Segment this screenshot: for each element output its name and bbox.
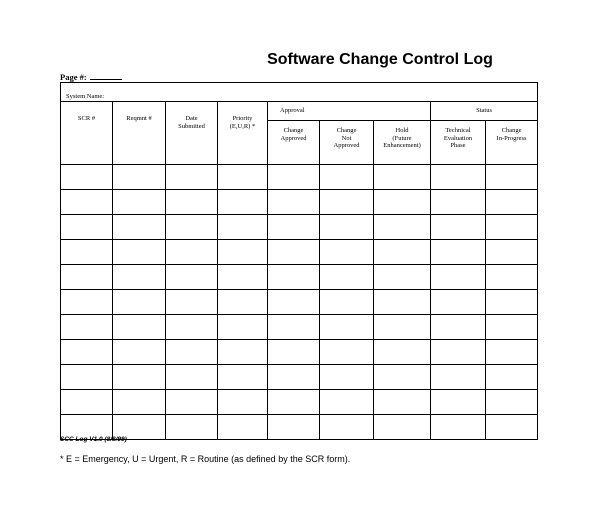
header-line: Enhancement) [383,142,421,149]
table-cell [166,315,218,340]
table-cell [113,290,166,315]
table-cell [374,365,431,390]
table-cell [113,390,166,415]
table-cell [166,215,218,240]
priority-footnote: * E = Emergency, U = Urgent, R = Routine (as defined by the SCR form). [60,454,351,464]
header-line: Hold [395,127,409,134]
table-cell [320,290,374,315]
table-cell [218,265,268,290]
table-cell [374,265,431,290]
header-change-approved [268,121,320,165]
table-cell [113,265,166,290]
header-change-not-approved [320,121,374,165]
table-row [61,290,538,315]
header-line: Change [283,127,304,134]
table-cell [374,390,431,415]
table-cell [218,365,268,390]
table-cell [166,390,218,415]
page-title: Software Change Control Log [267,51,493,68]
table-cell [431,340,486,365]
table-cell [113,240,166,265]
table-cell [486,365,538,390]
table-row [61,190,538,215]
header-line: Priority [232,115,253,122]
table-cell [486,265,538,290]
table-cell [320,365,374,390]
table-cell [431,390,486,415]
table-cell [486,390,538,415]
table-cell [218,315,268,340]
header-line: Not [341,134,352,142]
table-cell [486,215,538,240]
header-line: In-Progress [496,134,527,142]
table-cell [61,165,113,190]
header-line: Change [501,127,522,134]
table-cell [166,240,218,265]
table-cell [268,215,320,240]
table-cell [431,315,486,340]
table-cell [320,165,374,190]
table-cell [61,240,113,265]
page-number-label: Page #: [60,72,87,82]
header-line: Change [336,127,357,134]
table-cell [268,165,320,190]
table-cell [113,215,166,240]
table-cell [268,390,320,415]
header-line: Evaluation [443,134,473,142]
table-cell [268,265,320,290]
system-name-label: System Name: [66,92,105,100]
table-row [61,415,538,440]
table-cell [166,340,218,365]
table-cell [218,340,268,365]
table-cell [374,340,431,365]
table-cell [166,365,218,390]
header-line: Phase [450,142,466,149]
header-line: (Future [392,134,412,142]
table-cell [486,190,538,215]
table-cell [61,190,113,215]
table-cell [268,340,320,365]
table-cell [166,290,218,315]
table-cell [113,365,166,390]
table-cell [218,240,268,265]
table-cell [113,315,166,340]
table-cell [374,315,431,340]
table-cell [218,165,268,190]
table-cell [486,315,538,340]
table-cell [61,215,113,240]
table-cell [486,415,538,440]
page-number-blank [90,72,122,80]
table-cell [61,290,113,315]
header-change-in-progress [486,121,538,165]
header-date-submitted [166,102,218,165]
table-cell [61,340,113,365]
table-cell [166,265,218,290]
table-cell [486,165,538,190]
table-row [61,215,538,240]
table-cell [268,415,320,440]
table-cell [320,190,374,215]
table-cell [486,240,538,265]
table-cell [268,365,320,390]
table-cell [218,415,268,440]
table-row [61,390,538,415]
table-row [61,315,538,340]
header-status: Status [431,102,538,121]
table-cell [61,315,113,340]
header-line: Approved [280,134,307,142]
table-cell [61,365,113,390]
table-cell [268,315,320,340]
table-cell [218,390,268,415]
table-cell [320,240,374,265]
table-cell [113,165,166,190]
table-cell [431,415,486,440]
table-cell [486,340,538,365]
page-number-field [60,72,122,82]
table-cell [431,265,486,290]
table-cell [431,240,486,265]
header-reqmnt: Reqmnt # [113,102,166,165]
table-cell [374,165,431,190]
table-cell [113,340,166,365]
version-note: SCC Log V1.0 (8/8/99) [60,436,127,443]
table-row [61,340,538,365]
change-control-table [60,82,538,440]
table-cell [374,415,431,440]
table-cell [320,390,374,415]
table-cell [166,165,218,190]
table-cell [374,290,431,315]
table-cell [320,415,374,440]
table-cell [374,190,431,215]
header-line: Technical [445,127,471,134]
header-technical-evaluation [431,121,486,165]
table-cell [268,290,320,315]
header-line: Submitted [178,122,205,130]
table-cell [431,165,486,190]
table-cell [431,190,486,215]
header-line: Approved [333,142,360,149]
table-row [61,165,538,190]
table-row [61,240,538,265]
table-cell [61,390,113,415]
header-hold [374,121,431,165]
table-cell [374,215,431,240]
table-cell [218,290,268,315]
table-cell [218,190,268,215]
table-cell [320,340,374,365]
table-cell [166,190,218,215]
table-cell [374,240,431,265]
table-cell [320,215,374,240]
table-cell [320,265,374,290]
table-cell [268,240,320,265]
system-name-cell [61,83,538,102]
table-cell [113,190,166,215]
table-cell [431,365,486,390]
table-row [61,365,538,390]
header-approval: Approval [268,102,431,121]
table-cell [431,215,486,240]
table-cell [320,315,374,340]
table-cell [61,265,113,290]
table-cell [166,415,218,440]
header-line: Date [185,115,198,122]
table-cell [431,290,486,315]
header-line: (E,U,R) * [229,122,256,130]
header-scr: SCR # [61,102,113,165]
table-cell [268,190,320,215]
table-row [61,265,538,290]
header-priority [218,102,268,165]
table-cell [486,290,538,315]
table-cell [218,215,268,240]
